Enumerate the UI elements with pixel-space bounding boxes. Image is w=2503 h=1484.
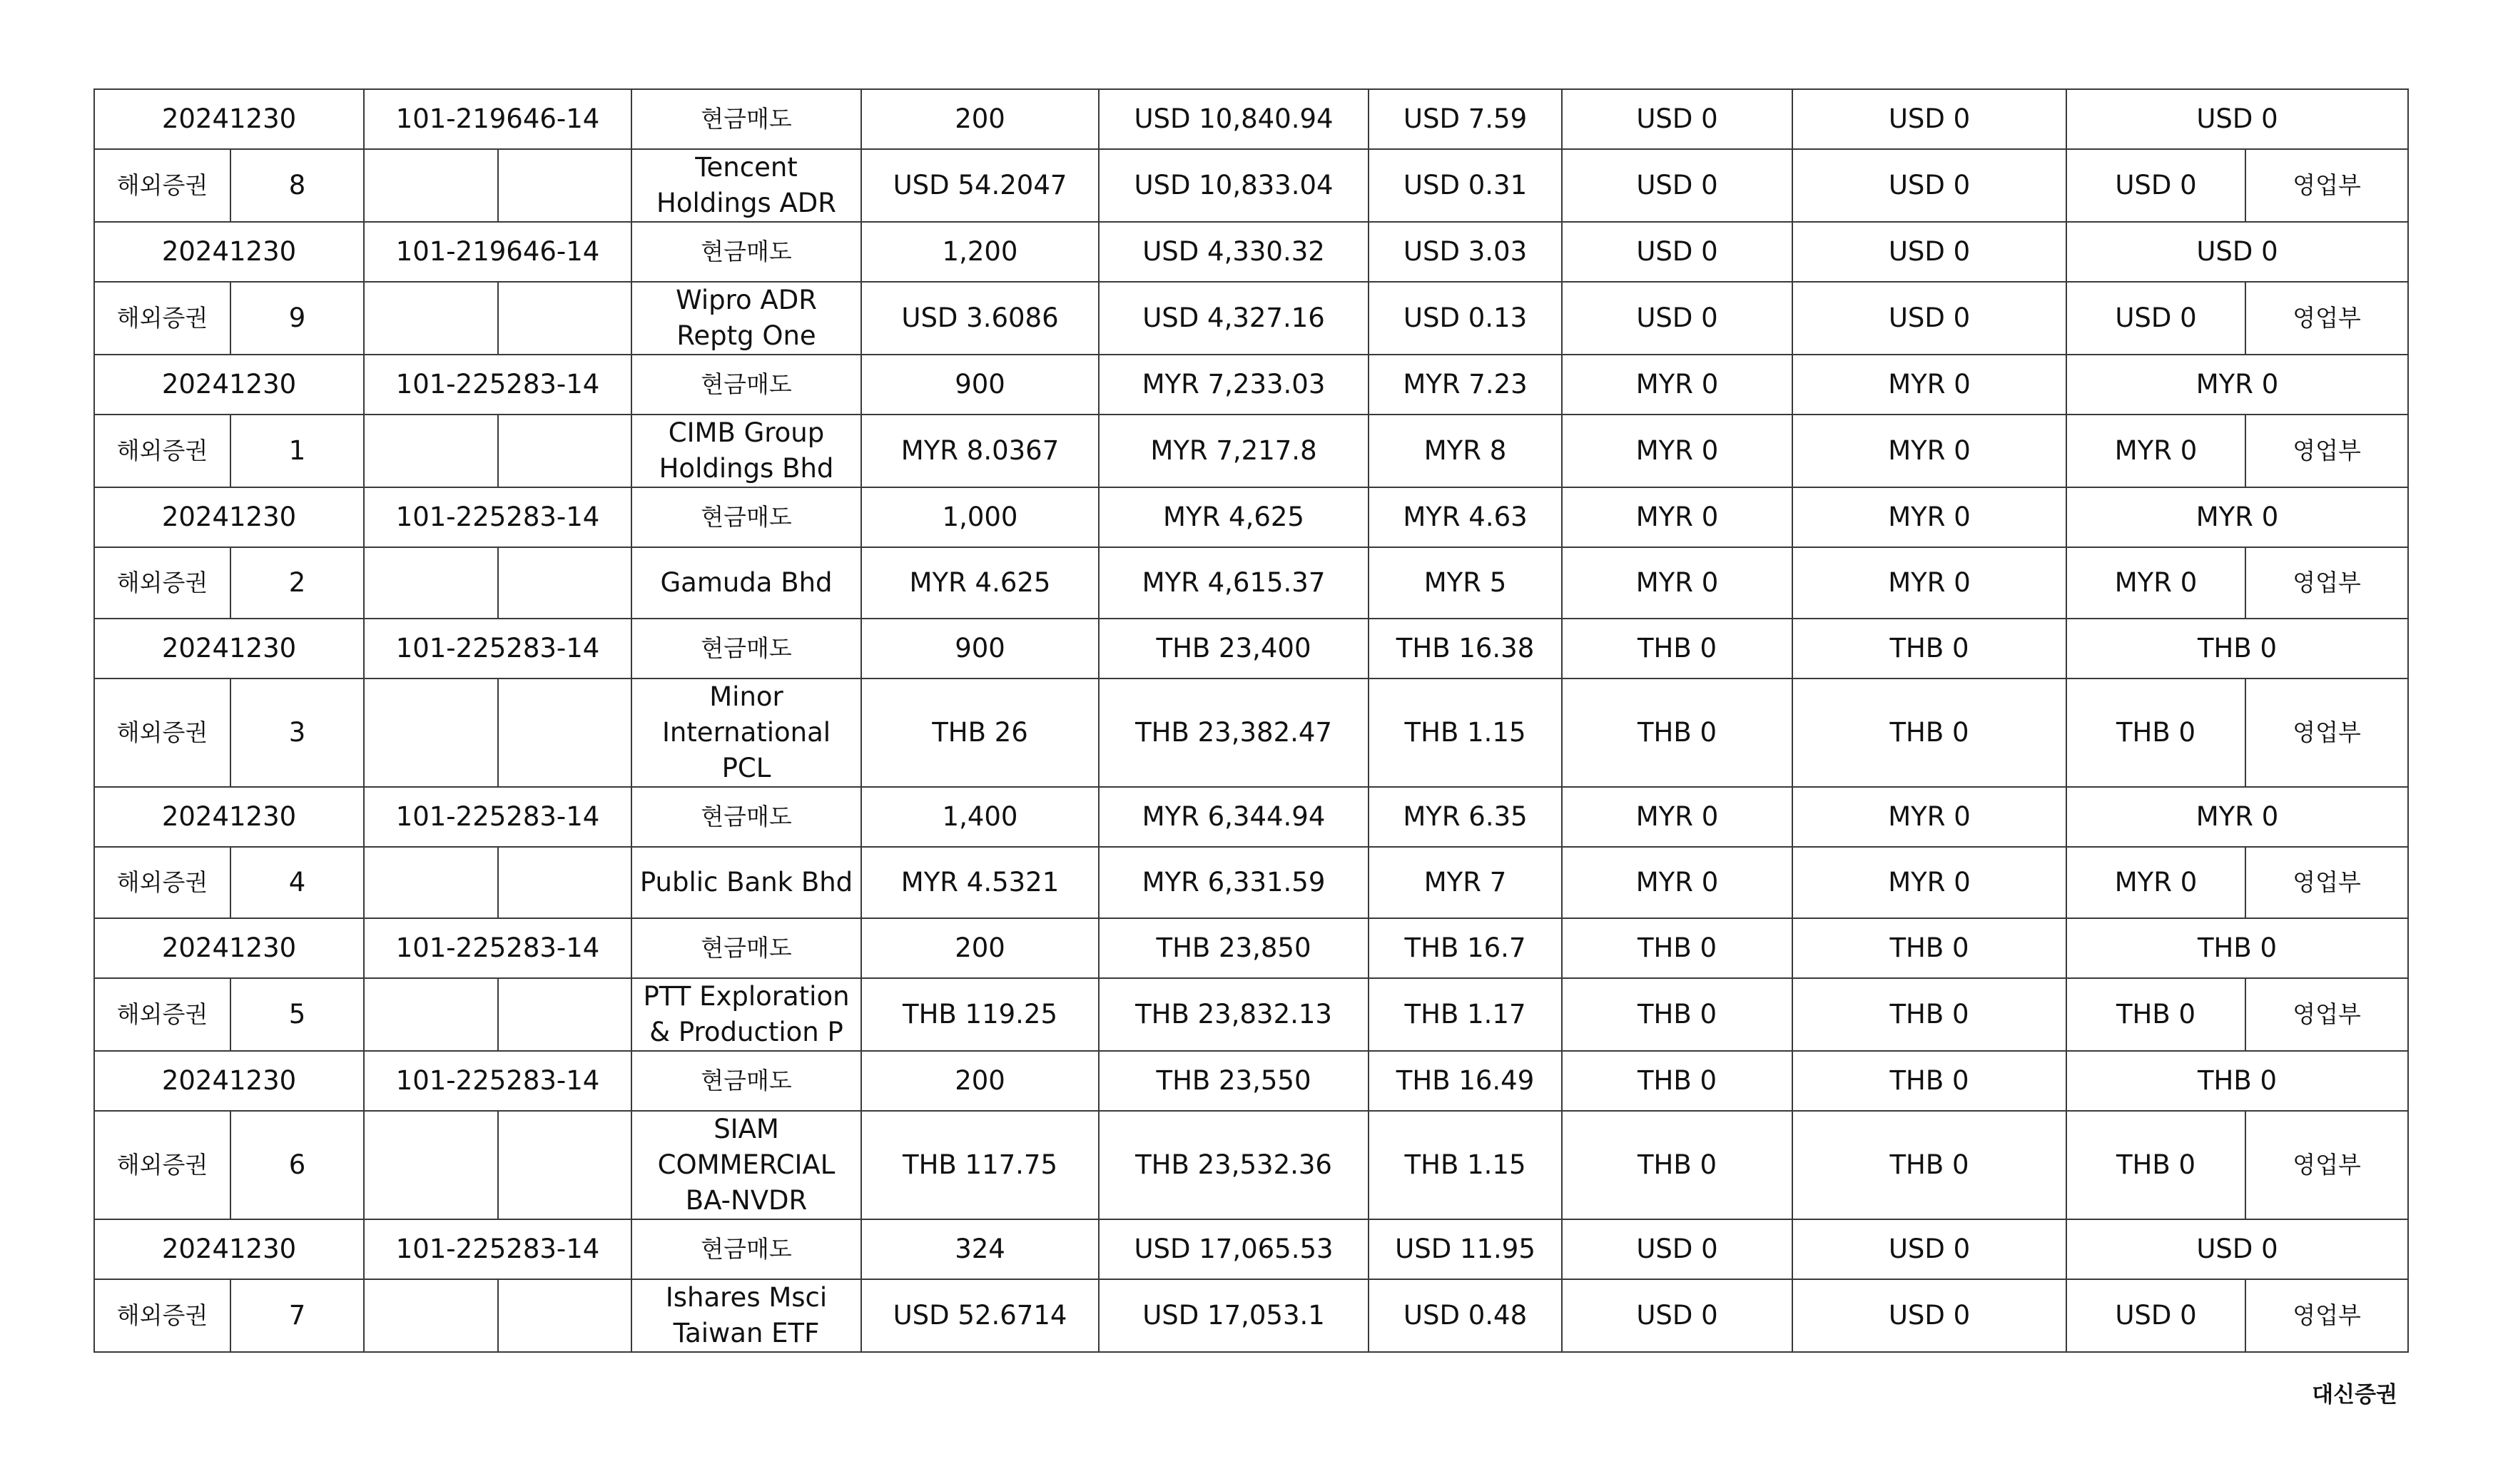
empty-cell [498,1111,631,1219]
tax-detail-cell-2: MYR 0 [1792,547,2066,619]
net-amount-cell: THB 23,382.47 [1099,679,1369,787]
tax-detail-cell-1: USD 0 [1562,282,1792,355]
trade-ledger-body [94,89,2408,1352]
empty-cell [498,978,631,1051]
empty-cell [364,149,498,222]
unit-price-cell: USD 54.2047 [861,149,1099,222]
department-cell: 영업부 [2245,978,2408,1051]
department-cell: 영업부 [2245,847,2408,918]
sequence-number-cell: 5 [230,978,364,1051]
table-row-trade-detail [94,847,2408,918]
unit-price-cell: MYR 4.5321 [861,847,1099,918]
fee-detail-cell: USD 0.13 [1369,282,1562,355]
empty-cell [498,282,631,355]
sequence-number-cell: 6 [230,1111,364,1219]
tax-detail-cell-2: MYR 0 [1792,415,2066,487]
net-amount-cell: MYR 6,331.59 [1099,847,1369,918]
tax-cell-3: MYR 0 [2066,487,2408,547]
table-row-trade-summary [94,487,2408,547]
quantity-cell: 900 [861,619,1099,679]
tax-detail-cell-2: THB 0 [1792,978,2066,1051]
quantity-cell: 1,400 [861,787,1099,847]
department-cell: 영업부 [2245,282,2408,355]
trade-type-cell: 현금매도 [631,619,861,679]
footer-brand-name: 대신증권 [2312,1382,2397,1408]
tax-cell-1: MYR 0 [1562,487,1792,547]
empty-cell [364,547,498,619]
net-amount-cell: USD 4,327.16 [1099,282,1369,355]
trade-date-cell: 20241230 [94,1051,364,1111]
unit-price-cell: USD 3.6086 [861,282,1099,355]
unit-price-cell: USD 52.6714 [861,1279,1099,1352]
tax-cell-2: MYR 0 [1792,787,2066,847]
tax-detail-cell-2: USD 0 [1792,149,2066,222]
sequence-number-cell: 1 [230,415,364,487]
table-row-trade-summary [94,787,2408,847]
table-row-trade-summary [94,89,2408,149]
tax-cell-2: THB 0 [1792,619,2066,679]
security-name-cell: Ishares Msci Taiwan ETF [631,1279,861,1352]
tax-detail-cell-1: THB 0 [1562,679,1792,787]
quantity-cell: 324 [861,1219,1099,1279]
account-number-cell: 101-225283-14 [364,1051,631,1111]
tax-cell-1: THB 0 [1562,619,1792,679]
fee-cell: USD 7.59 [1369,89,1562,149]
sequence-number-cell: 9 [230,282,364,355]
tax-cell-2: USD 0 [1792,222,2066,282]
tax-cell-1: USD 0 [1562,1219,1792,1279]
table-row-trade-summary [94,355,2408,415]
trade-date-cell: 20241230 [94,1219,364,1279]
category-cell: 해외증권 [94,847,230,918]
trade-amount-cell: USD 4,330.32 [1099,222,1369,282]
security-name-cell: PTT Exploration & Production P [631,978,861,1051]
table-row-trade-detail [94,978,2408,1051]
net-amount-cell: MYR 7,217.8 [1099,415,1369,487]
table-row-trade-summary [94,619,2408,679]
table-row-trade-detail [94,415,2408,487]
sequence-number-cell: 2 [230,547,364,619]
trade-amount-cell: THB 23,400 [1099,619,1369,679]
category-cell: 해외증권 [94,282,230,355]
unit-price-cell: MYR 8.0367 [861,415,1099,487]
category-cell: 해외증권 [94,149,230,222]
fee-detail-cell: THB 1.17 [1369,978,1562,1051]
empty-cell [498,149,631,222]
trade-date-cell: 20241230 [94,619,364,679]
net-amount-cell: THB 23,832.13 [1099,978,1369,1051]
net-amount-cell: MYR 4,615.37 [1099,547,1369,619]
trade-type-cell: 현금매도 [631,1051,861,1111]
empty-cell [364,847,498,918]
account-number-cell: 101-225283-14 [364,355,631,415]
tax-cell-2: MYR 0 [1792,355,2066,415]
department-cell: 영업부 [2245,547,2408,619]
fee-detail-cell: USD 0.48 [1369,1279,1562,1352]
tax-detail-cell-1: MYR 0 [1562,547,1792,619]
quantity-cell: 200 [861,1051,1099,1111]
account-number-cell: 101-219646-14 [364,222,631,282]
net-amount-cell: THB 23,532.36 [1099,1111,1369,1219]
unit-price-cell: MYR 4.625 [861,547,1099,619]
trade-amount-cell: USD 17,065.53 [1099,1219,1369,1279]
tax-detail-cell-3: THB 0 [2066,978,2245,1051]
fee-detail-cell: MYR 7 [1369,847,1562,918]
tax-cell-1: USD 0 [1562,89,1792,149]
sequence-number-cell: 7 [230,1279,364,1352]
unit-price-cell: THB 26 [861,679,1099,787]
table-row-trade-summary [94,1051,2408,1111]
category-cell: 해외증권 [94,679,230,787]
tax-detail-cell-2: MYR 0 [1792,847,2066,918]
tax-cell-3: THB 0 [2066,918,2408,978]
tax-cell-3: MYR 0 [2066,787,2408,847]
fee-cell: THB 16.7 [1369,918,1562,978]
department-cell: 영업부 [2245,1279,2408,1352]
tax-detail-cell-3: USD 0 [2066,149,2245,222]
category-cell: 해외증권 [94,547,230,619]
empty-cell [498,1279,631,1352]
department-cell: 영업부 [2245,415,2408,487]
security-name-cell: SIAM COMMERCIAL BA-NVDR [631,1111,861,1219]
fee-cell: USD 3.03 [1369,222,1562,282]
quantity-cell: 900 [861,355,1099,415]
trade-amount-cell: MYR 6,344.94 [1099,787,1369,847]
trade-date-cell: 20241230 [94,89,364,149]
fee-cell: USD 11.95 [1369,1219,1562,1279]
category-cell: 해외증권 [94,1111,230,1219]
table-row-trade-detail [94,547,2408,619]
tax-cell-3: THB 0 [2066,1051,2408,1111]
trade-type-cell: 현금매도 [631,89,861,149]
trade-amount-cell: MYR 7,233.03 [1099,355,1369,415]
security-name-cell: Wipro ADR Reptg One [631,282,861,355]
security-name-cell: CIMB Group Holdings Bhd [631,415,861,487]
tax-detail-cell-2: USD 0 [1792,282,2066,355]
trade-type-cell: 현금매도 [631,1219,861,1279]
table-row-trade-detail [94,1279,2408,1352]
unit-price-cell: THB 119.25 [861,978,1099,1051]
empty-cell [498,679,631,787]
table-row-trade-detail [94,149,2408,222]
trade-type-cell: 현금매도 [631,487,861,547]
tax-detail-cell-1: THB 0 [1562,1111,1792,1219]
trade-type-cell: 현금매도 [631,787,861,847]
tax-cell-2: USD 0 [1792,89,2066,149]
fee-detail-cell: MYR 8 [1369,415,1562,487]
trade-amount-cell: THB 23,550 [1099,1051,1369,1111]
tax-detail-cell-3: MYR 0 [2066,847,2245,918]
empty-cell [364,679,498,787]
tax-detail-cell-2: THB 0 [1792,1111,2066,1219]
table-row-trade-summary [94,1219,2408,1279]
tax-cell-3: THB 0 [2066,619,2408,679]
trade-date-cell: 20241230 [94,918,364,978]
fee-cell: THB 16.38 [1369,619,1562,679]
empty-cell [364,282,498,355]
empty-cell [364,978,498,1051]
trade-date-cell: 20241230 [94,355,364,415]
account-number-cell: 101-225283-14 [364,918,631,978]
tax-detail-cell-1: USD 0 [1562,1279,1792,1352]
tax-cell-2: THB 0 [1792,918,2066,978]
tax-cell-3: USD 0 [2066,89,2408,149]
trade-type-cell: 현금매도 [631,222,861,282]
fee-cell: MYR 7.23 [1369,355,1562,415]
sequence-number-cell: 3 [230,679,364,787]
fee-cell: THB 16.49 [1369,1051,1562,1111]
table-row-trade-detail [94,282,2408,355]
trade-date-cell: 20241230 [94,222,364,282]
tax-detail-cell-1: USD 0 [1562,149,1792,222]
fee-detail-cell: MYR 5 [1369,547,1562,619]
trade-type-cell: 현금매도 [631,355,861,415]
tax-detail-cell-3: USD 0 [2066,1279,2245,1352]
quantity-cell: 1,000 [861,487,1099,547]
empty-cell [498,847,631,918]
tax-detail-cell-2: THB 0 [1792,679,2066,787]
tax-detail-cell-3: MYR 0 [2066,415,2245,487]
security-name-cell: Tencent Holdings ADR [631,149,861,222]
tax-cell-2: USD 0 [1792,1219,2066,1279]
tax-cell-1: USD 0 [1562,222,1792,282]
account-number-cell: 101-219646-14 [364,89,631,149]
trade-date-cell: 20241230 [94,487,364,547]
tax-detail-cell-3: THB 0 [2066,1111,2245,1219]
tax-detail-cell-1: MYR 0 [1562,415,1792,487]
empty-cell [498,415,631,487]
tax-cell-2: MYR 0 [1792,487,2066,547]
fee-detail-cell: THB 1.15 [1369,1111,1562,1219]
quantity-cell: 200 [861,918,1099,978]
tax-cell-3: USD 0 [2066,1219,2408,1279]
tax-cell-3: MYR 0 [2066,355,2408,415]
tax-detail-cell-2: USD 0 [1792,1279,2066,1352]
category-cell: 해외증권 [94,978,230,1051]
account-number-cell: 101-225283-14 [364,787,631,847]
tax-cell-1: MYR 0 [1562,355,1792,415]
tax-detail-cell-3: USD 0 [2066,282,2245,355]
account-number-cell: 101-225283-14 [364,1219,631,1279]
trade-amount-cell: MYR 4,625 [1099,487,1369,547]
account-number-cell: 101-225283-14 [364,619,631,679]
unit-price-cell: THB 117.75 [861,1111,1099,1219]
tax-detail-cell-3: MYR 0 [2066,547,2245,619]
fee-cell: MYR 6.35 [1369,787,1562,847]
net-amount-cell: USD 17,053.1 [1099,1279,1369,1352]
tax-detail-cell-3: THB 0 [2066,679,2245,787]
empty-cell [498,547,631,619]
department-cell: 영업부 [2245,149,2408,222]
empty-cell [364,1279,498,1352]
quantity-cell: 1,200 [861,222,1099,282]
table-row-trade-detail [94,1111,2408,1219]
tax-cell-1: THB 0 [1562,918,1792,978]
quantity-cell: 200 [861,89,1099,149]
tax-cell-1: THB 0 [1562,1051,1792,1111]
trade-ledger-table [93,88,2409,1353]
tax-cell-2: THB 0 [1792,1051,2066,1111]
trade-amount-cell: USD 10,840.94 [1099,89,1369,149]
trade-date-cell: 20241230 [94,787,364,847]
tax-cell-3: USD 0 [2066,222,2408,282]
tax-cell-1: MYR 0 [1562,787,1792,847]
security-name-cell: Public Bank Bhd [631,847,861,918]
net-amount-cell: USD 10,833.04 [1099,149,1369,222]
trade-type-cell: 현금매도 [631,918,861,978]
sequence-number-cell: 4 [230,847,364,918]
trade-amount-cell: THB 23,850 [1099,918,1369,978]
account-number-cell: 101-225283-14 [364,487,631,547]
tax-detail-cell-1: MYR 0 [1562,847,1792,918]
security-name-cell: Minor International PCL [631,679,861,787]
empty-cell [364,1111,498,1219]
category-cell: 해외증권 [94,1279,230,1352]
sequence-number-cell: 8 [230,149,364,222]
table-row-trade-summary [94,222,2408,282]
fee-detail-cell: THB 1.15 [1369,679,1562,787]
fee-cell: MYR 4.63 [1369,487,1562,547]
empty-cell [364,415,498,487]
table-row-trade-summary [94,918,2408,978]
security-name-cell: Gamuda Bhd [631,547,861,619]
department-cell: 영업부 [2245,679,2408,787]
fee-detail-cell: USD 0.31 [1369,149,1562,222]
table-row-trade-detail [94,679,2408,787]
department-cell: 영업부 [2245,1111,2408,1219]
category-cell: 해외증권 [94,415,230,487]
tax-detail-cell-1: THB 0 [1562,978,1792,1051]
